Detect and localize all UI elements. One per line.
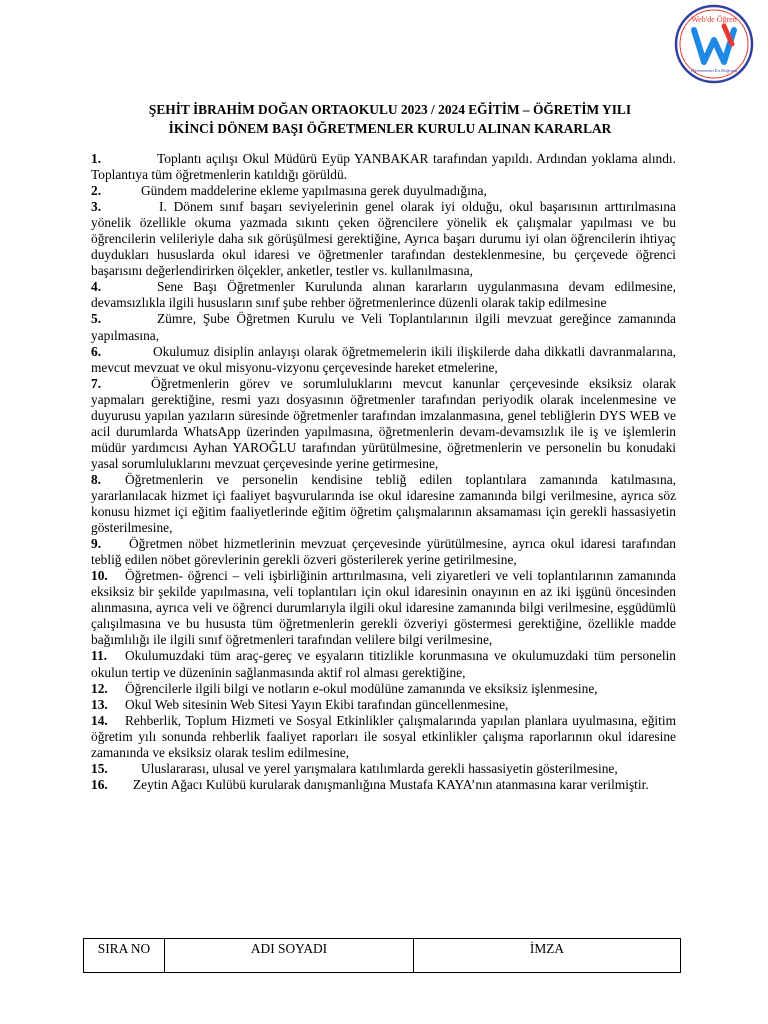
- decision-text: Öğretmen nöbet hizmetlerinin mevzuat çerçevesinde yürütülmesine, ayrıca okul idaresi tarafından tebliğ edilen nöbet görevlerinin gerekli özveri gösterilerek yerine getirilmesine,: [91, 536, 676, 568]
- logo-brand-text: Web'de Öğren: [691, 15, 737, 24]
- decision-number: 4.: [91, 279, 102, 295]
- decision-item: [91, 681, 676, 697]
- decision-number: 9.: [91, 536, 102, 552]
- document-title-line-2: İKİNCİ DÖNEM BAŞI ÖĞRETMENLER KURULU ALINAN KARARLAR: [168, 121, 612, 136]
- decision-text: Okulumuz disiplin anlayışı olarak öğretmemelerin ikili ilişkilerde daha dikkatli davranmalarına, mevcut mevzuat ve okul misyonu-vizyonu çerçevesinde hareket etmelerine,: [91, 343, 676, 375]
- signature-table-header-row: [84, 939, 681, 973]
- decision-text: Okul Web sitesinin Web Sitesi Yayın Ekibi tarafından güncellenmesine,: [125, 696, 509, 712]
- decision-item: [91, 199, 676, 279]
- decision-number: 1.: [91, 151, 102, 166]
- decision-text: Öğretmen- öğrenci – veli işbirliğinin arttırılmasına, veli ziyaretleri ve veli toplantılarının zamanında eksiksiz bir şekilde yapılmasına, veli toplantıları için okul idaresinin onayının en az iki işgünü öncesinden alınmasına, ayrıca veli ve öğrenci durumlarıyla ilgili okul idaresine zamanında bilgi verilmesine, eşgüdümlü çalışılmasına ve bu hususta tüm öğretmenlerin gerekli özveriyi göstermesi gerektiğine, özellikle madde bağımlılığı ile ilgili sınıf öğretmenleri tarafından velilere bilgi verilmesine,: [91, 568, 676, 648]
- header-adi-soyadi: ADI SOYADI: [165, 939, 414, 973]
- decision-item: [91, 344, 676, 376]
- brand-logo-icon: [674, 4, 754, 84]
- header-imza: İMZA: [414, 939, 681, 973]
- decision-number: 8.: [91, 471, 102, 487]
- logo-tagline-text: Öğrenmenin En Doğrusu: [690, 68, 738, 73]
- decision-item: [91, 568, 676, 648]
- decision-number: 10.: [91, 568, 108, 584]
- decision-text: Uluslararası, ulusal ve yerel yarışmalara katılımlarda gerekli hassasiyetin gösterilmesine,: [141, 760, 618, 776]
- decision-text: I. Dönem sınıf başarı seviyelerinin genel olarak iyi olduğu, okul başarısının arttırılmasına yönelik özellikle okuma yazmada sıkıntı çeken öğrencilere yönelik ek çalışmalar yapılması ve bu öğrencilerin velileriyle daha sık görüşülmesi gerektiğine, Ayrıca başarı durumu iyi olan öğrencilerin ihtiyaç duydukları hususlarda okul idaresi ve öğretmenler tarafından desteklenmesine, bu çerçevede öğrenci başarısını değerlendirirken ölçekler, anketler, testler vs. kullanılmasına,: [91, 199, 676, 279]
- decision-item: [91, 697, 676, 713]
- decision-item: [91, 761, 676, 777]
- decision-number: 3.: [91, 199, 102, 215]
- decision-number: 13.: [91, 696, 108, 712]
- decision-text: Okulumuzdaki tüm araç-gereç ve eşyaların titizlikle korunmasına ve okulumuzdaki tüm personelin okulun tertip ve düzeninin sağlanmasında aktif rol alması gerektiğine,: [91, 648, 676, 680]
- brand-logo: [674, 4, 754, 84]
- decision-number: 6.: [91, 343, 102, 359]
- decision-list: [91, 151, 676, 793]
- decision-number: 16.: [91, 776, 108, 792]
- decision-item: [91, 376, 676, 472]
- decision-number: 5.: [91, 311, 102, 327]
- decision-item: [91, 536, 676, 568]
- decision-item: [91, 311, 676, 343]
- decision-number: 14.: [91, 712, 108, 728]
- signature-table: [83, 938, 681, 973]
- decision-item: [91, 151, 676, 183]
- decision-item: [91, 472, 676, 536]
- decision-text: Zeytin Ağacı Kulübü kurularak danışmanlığına Mustafa KAYA’nın atanmasına karar verilmiştir.: [133, 776, 649, 792]
- decision-text: Öğretmenlerin görev ve sorumluluklarını mevcut kanunlar çerçevesinde eksiksiz olarak yapmaları gerektiğine, resmi yazı dosyasının öğretmenler tarafından periyodik olarak incelenmesine ve duyurusu yapılan yazıların süresinde öğretmenler tarafından imzalanmasına, genel tebliğlerin DYS WEB ve acil durumlarda WhatsApp üzerinden yapılmasına, öğretmenlerin devam-devamsızlık ile iş ve işlemlerin müdür yardımcısı Ayhan YAROĞLU tarafından yürütülmesine, öğretmenlerin ve personelin bu konudaki yasal sorumluluklarını mevzuat çerçevesinde yerine getirmesine,: [91, 375, 676, 471]
- document-title-line-1: ŞEHİT İBRAHİM DOĞAN ORTAOKULU 2023 / 2024 EĞİTİM – ÖĞRETİM YILI: [148, 102, 632, 117]
- decision-item: [91, 713, 676, 761]
- decision-text: Öğrencilerle ilgili bilgi ve notların e-okul modülüne zamanında ve eksiksiz işlenmesine,: [125, 680, 598, 696]
- decision-item: [91, 279, 676, 311]
- decision-item: [91, 183, 676, 199]
- decision-number: 15.: [91, 760, 108, 776]
- decision-item: [91, 777, 676, 793]
- document-title: [60, 100, 720, 138]
- decision-number: 2.: [91, 183, 102, 199]
- decision-text: Toplantı açılışı Okul Müdürü Eyüp YANBAKAR tarafından yapıldı. Ardından yoklama alındı. Toplantıya tüm öğretmenlerin katıldığı görüldü.: [91, 151, 676, 183]
- decision-number: 11.: [91, 648, 107, 664]
- decision-text: Rehberlik, Toplum Hizmeti ve Sosyal Etkinlikler çalışmalarında yapılan planlara uyulmasına, eğitim öğretim yılı sonunda rehberlik faaliyet raporları ile sosyal etkinlikler çalışma raporlarının okul idaresine zamanında ve eksiksiz olarak teslim edilmesine,: [91, 712, 676, 760]
- decision-number: 12.: [91, 680, 108, 696]
- decision-text: Sene Başı Öğretmenler Kurulunda alınan kararların uygulanmasına devam edilmesine, devamsızlıkla ilgili hususların sınıf şube rehber öğretmenlerince düzenli olarak takip edilmesine: [91, 279, 676, 311]
- decision-number: 7.: [91, 375, 102, 391]
- decision-text: Öğretmenlerin ve personelin kendisine tebliğ edilen toplantılara zamanında katılmasına, yararlanılacak hizmet içi faaliyet başvurularında ise okul idaresine zamanında bilgi verilmesine, ayrıca söz konusu hizmet içi eğitim faaliyetlerinde eğitim öğretim çalışmalarının aksamaması için gerekli hassasiyetin gösterilmesine,: [91, 471, 676, 536]
- decision-item: [91, 648, 676, 680]
- decision-text: Gündem maddelerine ekleme yapılmasına gerek duyulmadığına,: [141, 183, 487, 199]
- header-sira-no: SIRA NO: [84, 939, 165, 973]
- decision-text: Zümre, Şube Öğretmen Kurulu ve Veli Toplantılarının ilgili mevzuat gereğince zamanında yapılmasına,: [91, 311, 676, 343]
